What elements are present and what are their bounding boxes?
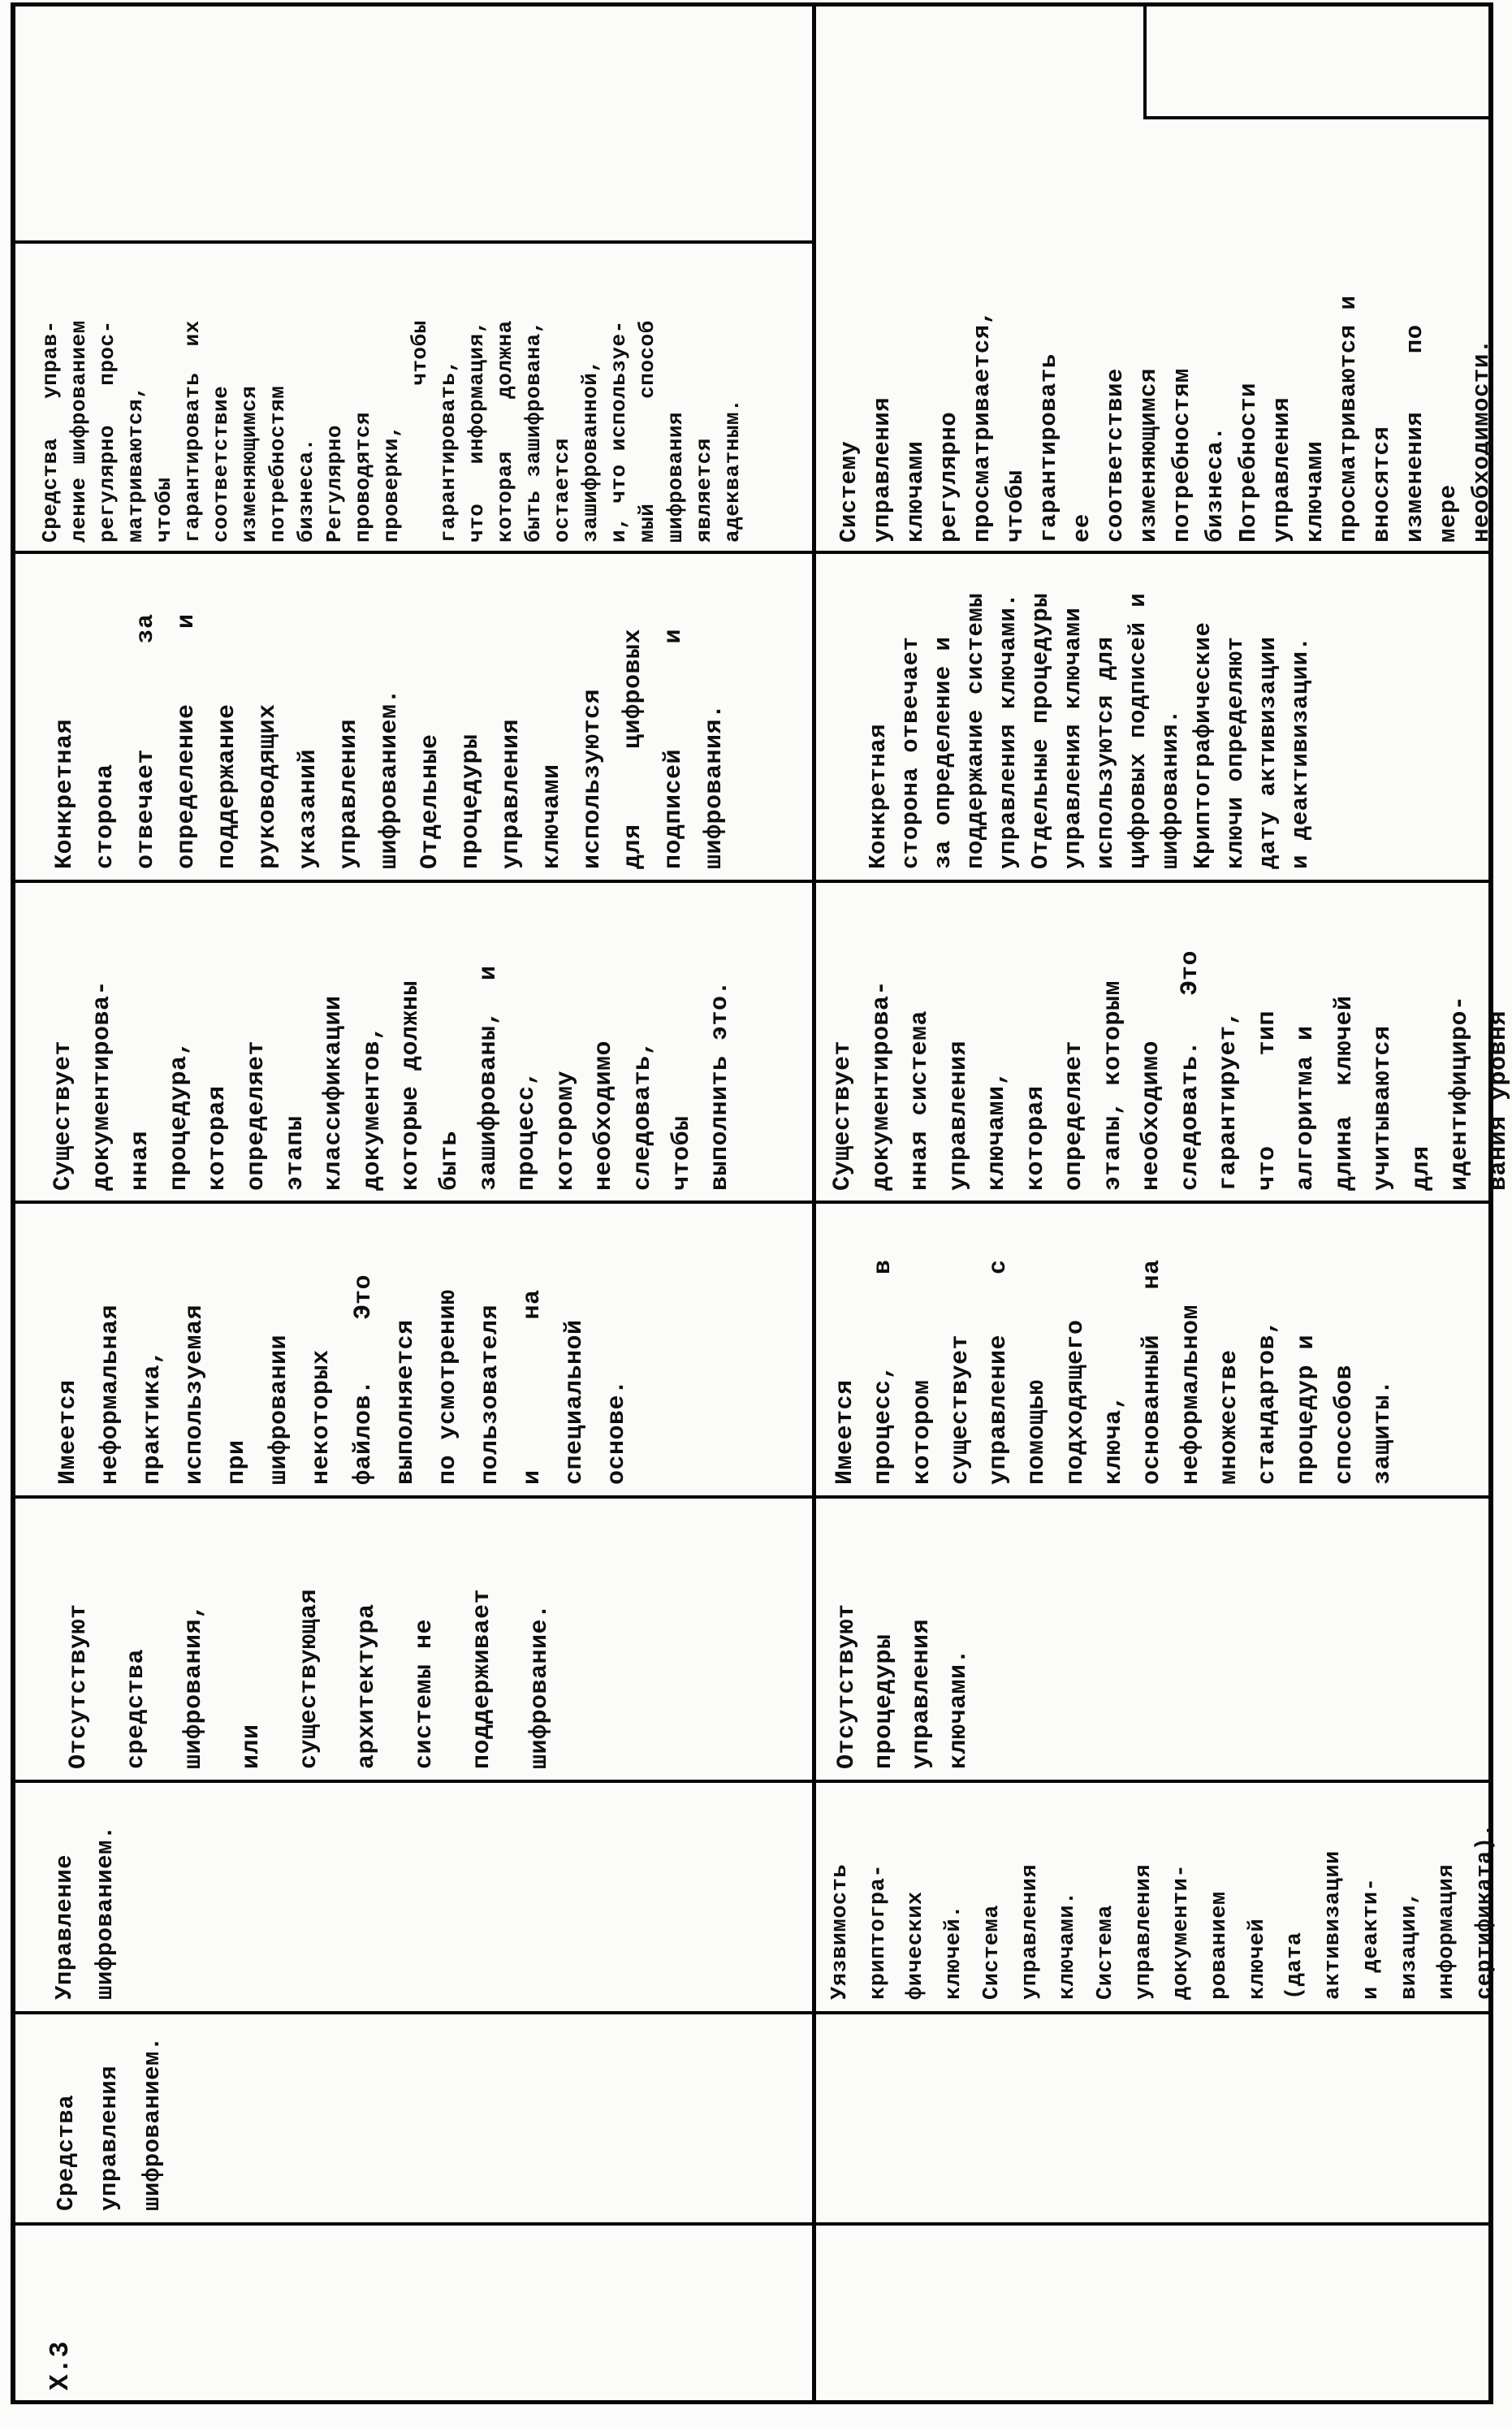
cell-keys-level2: Существует документирова- нная система управления ключами, которая определяет этапы, которым необходимо следовать. Это гарантирует, что тип алгоритма и длина ключей учитываются для идентифициро- вания уровня (829, 950, 1512, 1191)
cell-encryption-level4: Средства управ- ление шифрованием регулярно прос- матриваются, чтобы гарантировать их соответствие изменяющимся потребностям бизнеса. Регулярно проводятся проверки, чтобы гарантировать, что информация, которая должна быть зашифрована, остается зашифрованной, и, что используе- мый способ шифрования является адекватным. (38, 320, 745, 543)
cell-keys-level4: Систему управления ключами регулярно просматривается, чтобы гарантировать ее соответствие изменяющимся потребностям бизнеса. Потребности управления ключами просматриваются и вносятся изменения по мере необходимости. (836, 295, 1495, 543)
cell-subtopic-encryption-management: Управление шифрованием. (51, 1825, 119, 2000)
cell-key-vulnerability: Уязвимость криптогра- фических ключей. Система управления ключами. Система управления документи- рованием ключей (дата активизации и деакти- визации, информация сертификата). (828, 1823, 1497, 2000)
col-divider-level4-end-row1 (11, 240, 815, 244)
col-divider-detail-level0 (11, 1780, 1493, 1783)
row-divider (812, 2, 816, 2404)
cell-section-number: Х.3 (45, 2341, 76, 2390)
cell-encryption-level0: Отсутствуют средства шифрования, или существующая архитектура системы не поддерживает шифрование. (65, 1588, 554, 1769)
table-border-left (11, 2400, 1493, 2404)
col-divider-level4-end-row2 (1143, 116, 1493, 119)
cell-keys-level0: Отсутствуют процедуры управления ключами. (833, 1603, 973, 1769)
cell-encryption-level2: Существует документирова- нная процедура, которая определяет этапы классификации документов, которые должны быть зашифрованы, и процесс, которому необходимо следовать, чтобы выполнить это. (50, 965, 735, 1191)
corner-cell-divider (1143, 2, 1147, 119)
table-border-right (11, 2, 1493, 6)
col-divider-level1-level2 (11, 1201, 1493, 1204)
cell-keys-level1: Имеется процесс, в котором существует управление с помощью подходящего ключа, основанный на неформальном множестве стандартов, процедур и способов защиты. (832, 1259, 1398, 1485)
col-divider-level0-level1 (11, 1495, 1493, 1499)
cell-keys-level3: Конкретная сторона отвечает за определение и поддержание системы управления ключами. Отдельные процедуры управления ключами используются для цифровых подписей и шифрования. Криптографические ключи определяют дату активизации и деактивизации. (865, 592, 1314, 869)
col-divider-section-topic (11, 2222, 1493, 2226)
col-divider-topic-detail (11, 2011, 1493, 2014)
col-divider-level3-level4 (11, 551, 1493, 554)
col-divider-level2-level3 (11, 880, 1493, 883)
cell-encryption-level3: Конкретная сторона отвечает за определение и поддержание руководящих указаний управления шифрованием. Отдельные процедуры управления ключами используются для цифровых подписей и шифрования. (51, 613, 728, 869)
cell-encryption-level1: Имеется неформальная практика, используемая при шифровании некоторых файлов. Это выполняется по усмотрению пользователя и на специальной основе. (54, 1274, 631, 1485)
cell-topic-encryption-controls: Средства управления шифрованием. (53, 2036, 166, 2211)
